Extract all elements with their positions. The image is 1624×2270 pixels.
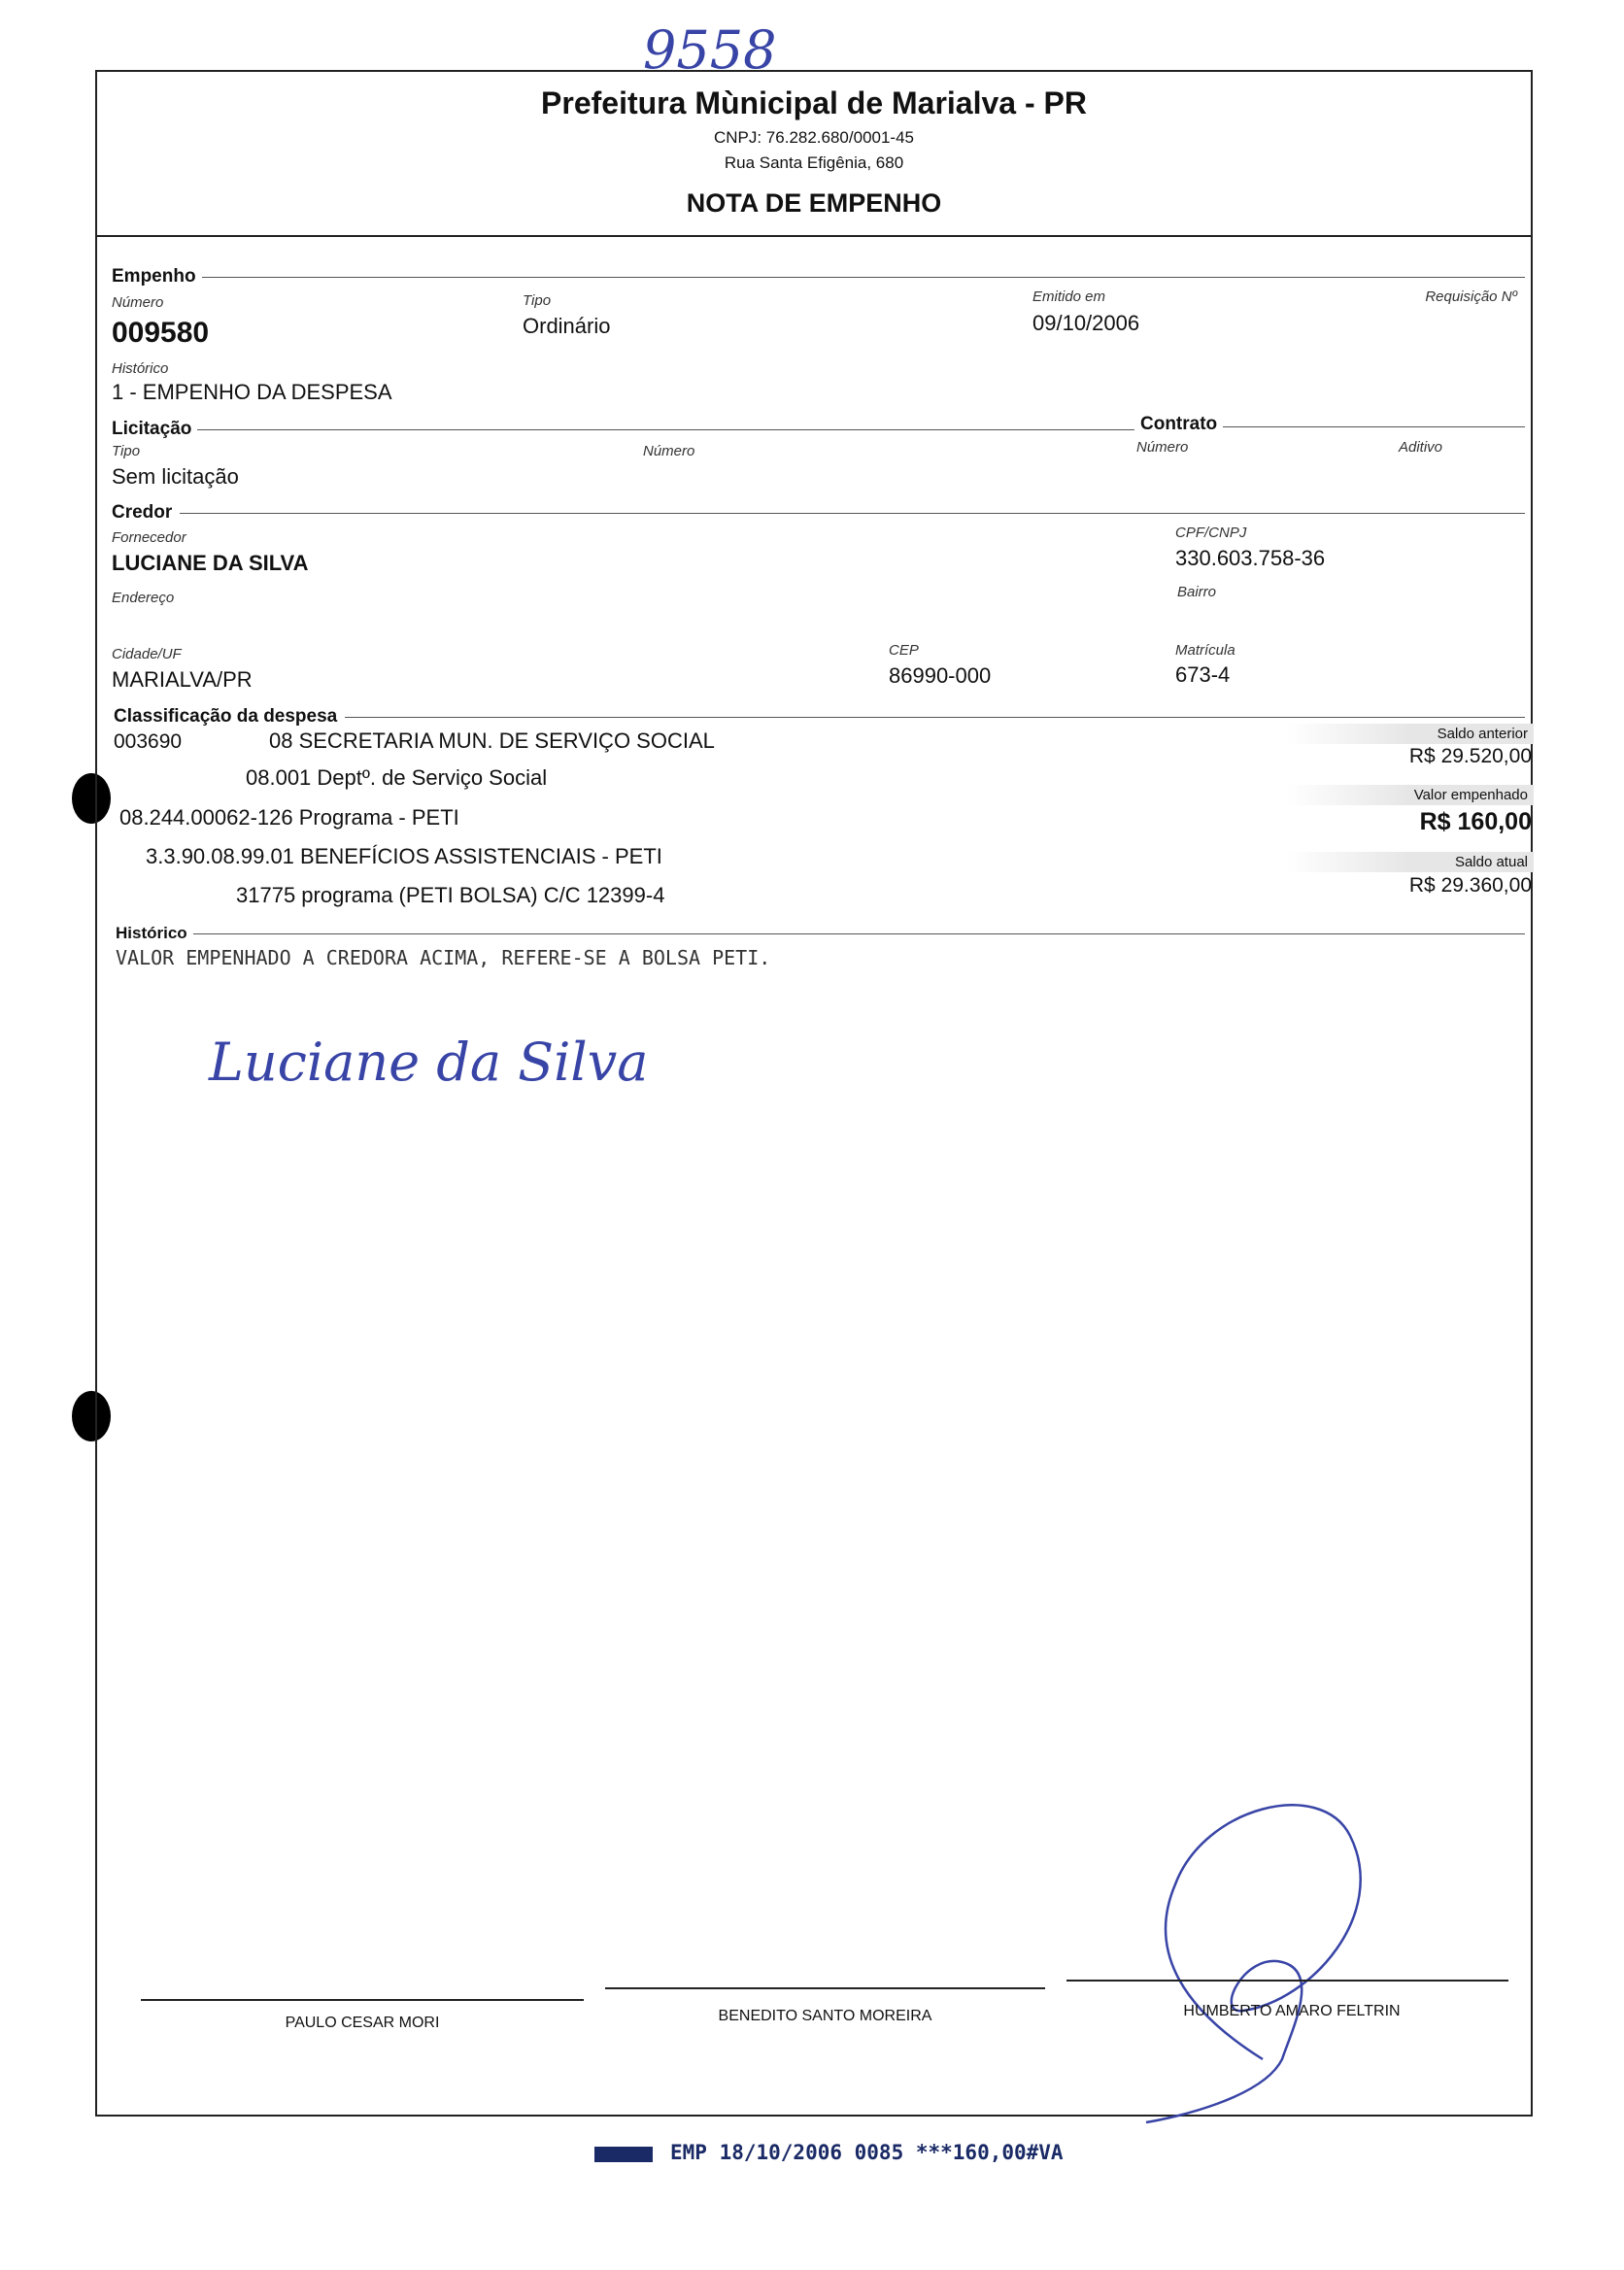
licitacao-tipo-label: Tipo [112, 443, 141, 459]
endereco-label: Endereço [112, 590, 175, 606]
classificacao-code: 003690 [114, 730, 183, 753]
cpf-label: CPF/CNPJ [1175, 525, 1247, 541]
credor-section: Credor [112, 502, 178, 524]
classificacao-rule [345, 717, 1525, 718]
cep: 86990-000 [889, 663, 992, 688]
saldo-anterior-label: Saldo anterior [1287, 724, 1534, 744]
doc-title: NOTA DE EMPENHO [686, 188, 942, 218]
address: Rua Santa Efigênia, 680 [724, 153, 904, 172]
saldo-anterior: R$ 29.520,00 [1408, 745, 1532, 767]
contrato-rule [1214, 426, 1525, 427]
classificacao-line-3: 08.244.00062-126 Programa - PETI [119, 805, 459, 830]
emitido-date: 09/10/2006 [1032, 311, 1140, 335]
cpf: 330.603.758-36 [1175, 546, 1326, 570]
footer-stamp-mark [594, 2147, 653, 2162]
empenho-section: Empenho [112, 266, 202, 288]
cidade-label: Cidade/UF [112, 646, 182, 662]
empenho-historico-label: Histórico [112, 360, 169, 377]
empenho-numero-label: Número [112, 294, 164, 311]
valor-empenhado: R$ 160,00 [1419, 808, 1532, 835]
signatory-3: HUMBERTO AMARO FELTRIN [1183, 2003, 1401, 2019]
historico-text: VALOR EMPENHADO A CREDORA ACIMA, REFERE-SE A BOLSA PETI. [116, 946, 771, 969]
requisicao-label: Requisição Nº [1425, 288, 1517, 305]
licitacao-rule [189, 429, 1136, 430]
authority-signature-scribble [1098, 1768, 1428, 2127]
credor-signature: Luciane da Silva [209, 1032, 649, 1093]
bairro-label: Bairro [1177, 584, 1217, 600]
licitacao-tipo: Sem licitação [112, 464, 239, 489]
matricula: 673-4 [1175, 662, 1231, 687]
historico-rule [192, 933, 1525, 934]
cnpj: CNPJ: 76.282.680/0001-45 [713, 128, 915, 147]
fornecedor: LUCIANE DA SILVA [112, 551, 309, 575]
signature-line-3 [1066, 1980, 1508, 1982]
licitacao-numero-label: Número [643, 443, 695, 459]
signatory-2: BENEDITO SANTO MOREIRA [718, 2008, 932, 2024]
saldo-atual-label: Saldo atual [1287, 852, 1534, 872]
contrato-aditivo-label: Aditivo [1399, 439, 1443, 456]
classificacao-line-2: 08.001 Deptº. de Serviço Social [246, 765, 548, 790]
empenho-tipo: Ordinário [523, 314, 611, 338]
contrato-numero-label: Número [1136, 439, 1189, 456]
licitacao-section: Licitação [112, 419, 197, 440]
saldo-atual: R$ 29.360,00 [1408, 874, 1532, 897]
historico-section: Histórico [116, 924, 193, 943]
matricula-label: Matrícula [1175, 642, 1235, 659]
classificacao-section: Classificação da despesa [114, 706, 343, 728]
cidade: MARIALVA/PR [112, 667, 253, 692]
empenho-rule [194, 277, 1525, 278]
fornecedor-label: Fornecedor [112, 529, 186, 546]
signature-line-2 [605, 1987, 1045, 1989]
empenho-tipo-label: Tipo [523, 292, 552, 309]
credor-rule [180, 513, 1525, 514]
emitido-label: Emitido em [1032, 288, 1106, 305]
classificacao-line-1: 08 SECRETARIA MUN. DE SERVIÇO SOCIAL [269, 728, 715, 753]
footer-stamp: EMP 18/10/2006 0085 ***160,00#VA [670, 2141, 1064, 2164]
handwritten-number: 9558 [643, 19, 777, 81]
signatory-1: PAULO CESAR MORI [285, 2015, 440, 2031]
cep-label: CEP [889, 642, 919, 659]
page-title: Prefeitura Mùnicipal de Marialva - PR [541, 85, 1087, 120]
empenho-historico: 1 - EMPENHO DA DESPESA [112, 380, 392, 404]
empenho-numero: 009580 [112, 317, 210, 349]
classificacao-line-5: 31775 programa (PETI BOLSA) C/C 12399-4 [236, 883, 665, 907]
signature-line-1 [141, 1999, 584, 2001]
valor-empenhado-label: Valor empenhado [1287, 785, 1534, 805]
classificacao-line-4: 3.3.90.08.99.01 BENEFÍCIOS ASSISTENCIAIS - PETI [146, 844, 662, 868]
contrato-section: Contrato [1134, 414, 1223, 435]
